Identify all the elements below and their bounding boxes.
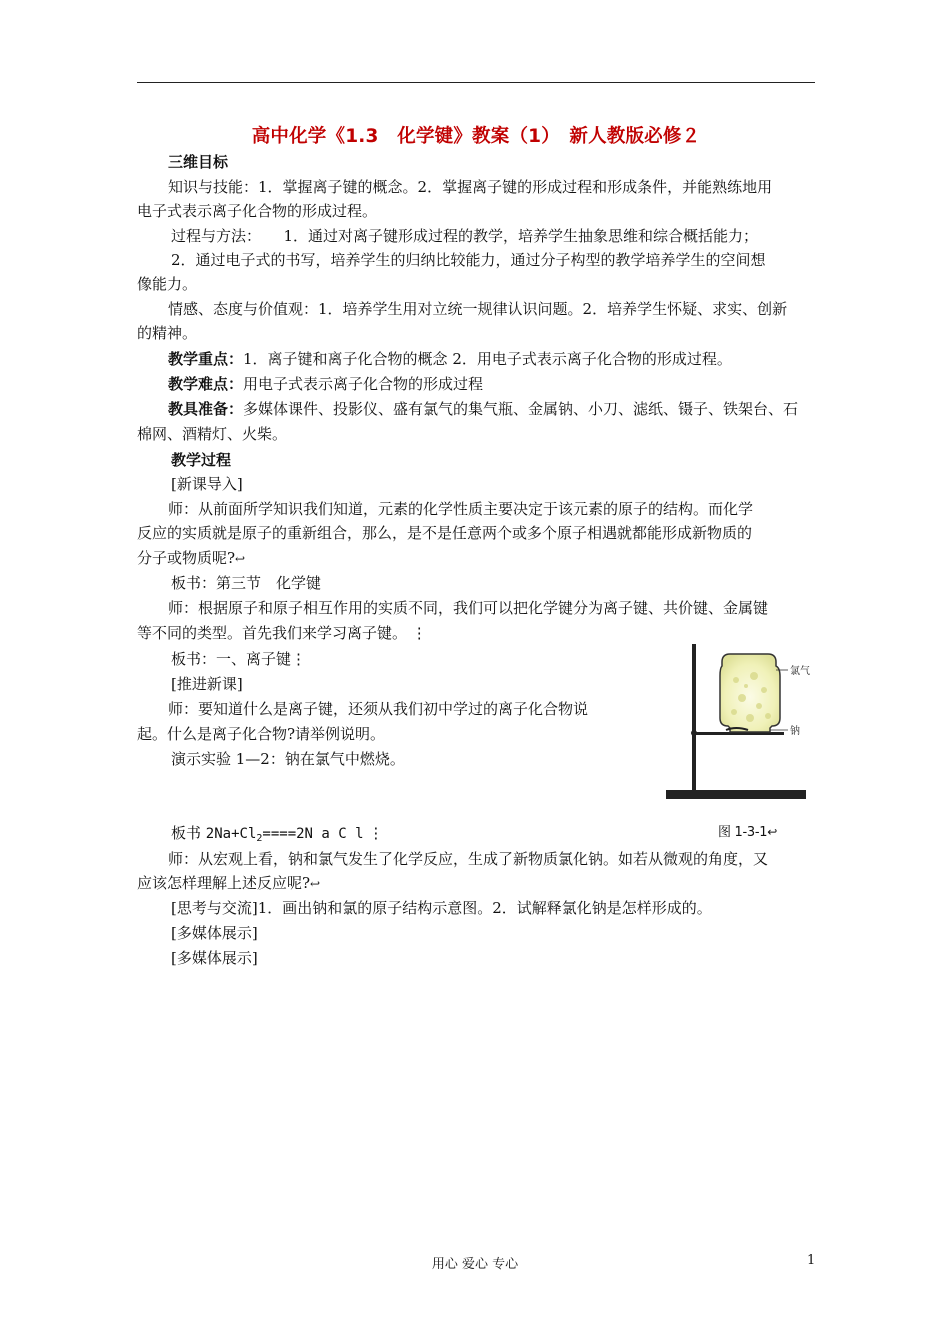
return-mark-icon: ↩ [767, 825, 777, 839]
text-line: [思考与交流]1．画出钠和氯的原子结构示意图。2．试解释氯化钠是怎样形成的。 [171, 899, 712, 917]
text-line [137, 547, 245, 570]
text-line: [多媒体展示] [171, 924, 258, 942]
text-line: 过程与方法： 1．通过对离子键形成过程的教学，培养学生抽象思维和综合概括能力； [171, 227, 759, 245]
text-line: 电子式表示离子化合物的形成过程。 [137, 202, 378, 220]
section-heading-process: 教学过程 [171, 451, 232, 469]
text-line [171, 648, 306, 670]
key-points-text: 1．离子键和离子化合物的概念 2．用电子式表示离子化合物的形成过程。 [243, 350, 732, 368]
equation-label: 板书 [171, 824, 202, 842]
text-line [137, 622, 427, 644]
difficulty [168, 373, 483, 395]
text-line-content: 分子或物质呢? [137, 549, 236, 567]
materials-label: 教具准备： [168, 400, 244, 418]
footer-slogan: 用心 爱心 专心 [431, 1257, 519, 1272]
text-line-content: 等不同的类型。首先我们来学习离子键。 [137, 624, 408, 642]
experiment-figure [664, 640, 814, 805]
text-line: 反应的实质就是原子的重新组合，那么，是不是任意两个或多个原子相遇就都能形成新物质的 [137, 524, 753, 542]
page-number: 1 [807, 1253, 816, 1268]
text-line-content: 应该怎样理解上述反应呢? [137, 874, 311, 892]
materials-text: 多媒体课件、投影仪、盛有氯气的集气瓶、金属钠、小刀、滤纸、镊子、铁架台、石 [243, 400, 799, 418]
key-points-label: 教学重点： [168, 350, 244, 368]
section-heading-goals: 三维目标 [168, 153, 229, 171]
text-line [137, 872, 320, 895]
label-chlorine: 氯气 [790, 666, 810, 677]
difficulty-label: 教学难点： [168, 375, 244, 393]
text-line: 师：要知道什么是离子键，还须从我们初中学过的离子化合物说 [168, 700, 589, 718]
text-line: 棉网、酒精灯、火柴。 [137, 425, 288, 443]
text-line: 知识与技能：1．掌握离子键的概念。2．掌握离子键的形成过程和形成条件，并能熟练地用 [168, 178, 773, 196]
chemical-equation [206, 826, 364, 842]
return-mark-icon: ↩ [310, 877, 321, 891]
text-line: 起。什么是离子化合物?请举例说明。 [137, 725, 386, 743]
equation-line [171, 822, 383, 850]
text-line: 师：根据原子和原子相互作用的实质不同，我们可以把化学键分为离子键、共价键、金属键 [168, 599, 769, 617]
apparatus-drawing [664, 640, 814, 805]
text-line: 的精神。 [137, 324, 198, 342]
text-line: 师：从前面所学知识我们知道，元素的化学性质主要决定于该元素的原子的结构。而化学 [168, 500, 754, 518]
label-sodium: 钠 [790, 726, 800, 737]
vertical-dots-icon: ⋮ [368, 824, 384, 842]
vertical-dots-icon: ⋮ [291, 650, 307, 668]
equation-subscript: 2 [256, 833, 263, 844]
text-line: 演示实验 1—2：钠在氯气中燃烧。 [171, 750, 405, 768]
return-mark-icon: ↩ [235, 552, 246, 566]
equation-reactants: 2Na+Cl [205, 826, 257, 842]
text-line-content: 板书：一、离子键 [171, 650, 292, 668]
materials [168, 398, 798, 420]
figure-caption-text: 图 1-3-1 [718, 825, 768, 840]
text-line: 师：从宏观上看，钠和氯气发生了化学反应，生成了新物质氯化钠。如若从微观的角度，又 [168, 850, 769, 868]
equation-products: ====2N a C l [262, 826, 364, 842]
text-line: 板书：第三节 化学键 [171, 574, 322, 592]
text-line: [多媒体展示] [171, 949, 258, 967]
header-rule [137, 82, 815, 83]
text-line: 2．通过电子式的书写，培养学生的归纳比较能力，通过分子构型的教学培养学生的空间想 [171, 251, 766, 269]
figure-caption [718, 821, 777, 840]
vertical-dots-icon: ⋮ [411, 624, 427, 642]
text-line: 情感、态度与价值观：1．培养学生用对立统一规律认识问题。2．培养学生怀疑、求实、创新 [168, 300, 788, 318]
text-line: [新课导入] [171, 475, 243, 493]
text-line: 像能力。 [137, 275, 198, 293]
key-points [168, 348, 732, 370]
text-line: [推进新课] [171, 675, 243, 693]
page-title: 高中化学《1.3 化学键》教案（1） 新人教版必修２ [251, 126, 701, 147]
difficulty-text: 用电子式表示离子化合物的形成过程 [243, 375, 484, 393]
